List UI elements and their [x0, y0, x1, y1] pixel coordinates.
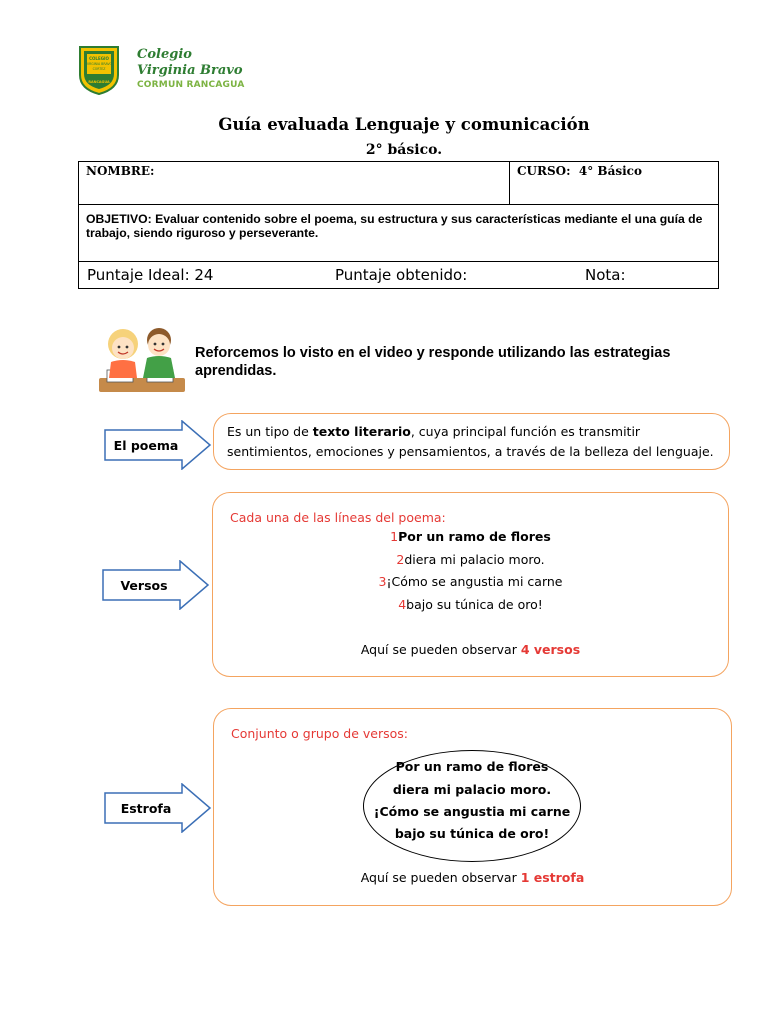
arrow-versos	[102, 560, 212, 610]
poema-text-bold: texto literario	[312, 424, 411, 439]
svg-text:RANCAGUA: RANCAGUA	[88, 80, 110, 84]
versos-footer: Aquí se pueden observar 4 versos	[360, 642, 581, 657]
poema-text-pre: Es un tipo de	[227, 424, 313, 439]
objetivo-label: OBJETIVO:	[86, 212, 152, 226]
estrofa-line-2: diera mi palacio moro.	[392, 782, 552, 797]
curso-value: 4° Básico	[578, 164, 642, 178]
verso-line-4: 4bajo su túnica de oro!	[398, 597, 543, 612]
estrofa-ellipse	[363, 750, 581, 862]
arrow-el-poema	[104, 420, 214, 470]
verso-line-2: 2diera mi palacio moro.	[396, 552, 545, 567]
verso-line-3: 3¡Cómo se angustia mi carne	[378, 574, 563, 589]
score-row	[79, 262, 719, 289]
info-table	[78, 161, 719, 289]
verso-line-1: 1Por un ramo de flores	[390, 529, 551, 544]
arrow-estrofa	[104, 783, 214, 833]
arrow-label-versos: Versos	[120, 577, 168, 593]
nombre-cell[interactable]	[79, 162, 510, 205]
nota[interactable]: Nota:	[585, 266, 626, 284]
poema-text-post: , cuya principal función es transmitir sentimientos, emociones y pensamientos, a través de la belleza del lenguaje.	[227, 424, 714, 459]
svg-text:VIRGINIA BRAVO: VIRGINIA BRAVO	[85, 62, 113, 66]
intro-instruction: Reforcemos lo visto en el video y responde utilizando las estrategias aprendidas.	[195, 345, 671, 379]
school-name-line2: Virginia Bravo	[137, 63, 243, 78]
curso-cell	[510, 162, 719, 205]
poema-definition-box	[213, 413, 730, 470]
puntaje-ideal: Puntaje Ideal: 24	[87, 266, 214, 284]
estrofa-line-1: Por un ramo de flores	[395, 759, 549, 774]
arrow-label-estrofa: Estrofa	[120, 800, 172, 816]
estrofa-count: 1 estrofa	[520, 870, 585, 885]
objetivo-cell	[79, 205, 719, 262]
school-subtitle: CORMUN RANCAGUA	[137, 80, 245, 90]
poema-definition-text	[227, 422, 722, 462]
versos-count: 4 versos	[520, 642, 581, 657]
estrofa-line-3: ¡Cómo se angustia mi carne	[373, 804, 571, 819]
school-shield-icon	[78, 45, 120, 95]
document-subtitle: 2° básico.	[365, 142, 443, 158]
estrofa-heading: Conjunto o grupo de versos:	[231, 726, 409, 741]
svg-text:CORTEZ: CORTEZ	[92, 67, 106, 71]
puntaje-obtenido[interactable]: Puntaje obtenido:	[335, 266, 468, 284]
objetivo-text: Evaluar contenido sobre el poema, su estructura y sus características mediante el una guía de trabajo, siendo riguroso y perseverante.	[86, 212, 703, 240]
versos-heading: Cada una de las líneas del poema:	[230, 510, 446, 525]
nombre-label: NOMBRE:	[86, 164, 155, 178]
estrofa-footer: Aquí se pueden observar 1 estrofa	[360, 870, 585, 885]
arrow-label-el-poema: El poema	[113, 437, 179, 453]
document-title: Guía evaluada Lenguaje y comunicación	[218, 115, 590, 134]
logo-text-top: COLEGIO	[89, 56, 109, 61]
children-reading-illustration	[95, 318, 190, 400]
curso-label: CURSO:	[517, 164, 571, 178]
estrofa-line-4: bajo su túnica de oro!	[394, 826, 550, 841]
versos-box	[212, 492, 729, 677]
school-name	[137, 47, 243, 79]
school-name-line1: Colegio	[137, 47, 192, 62]
